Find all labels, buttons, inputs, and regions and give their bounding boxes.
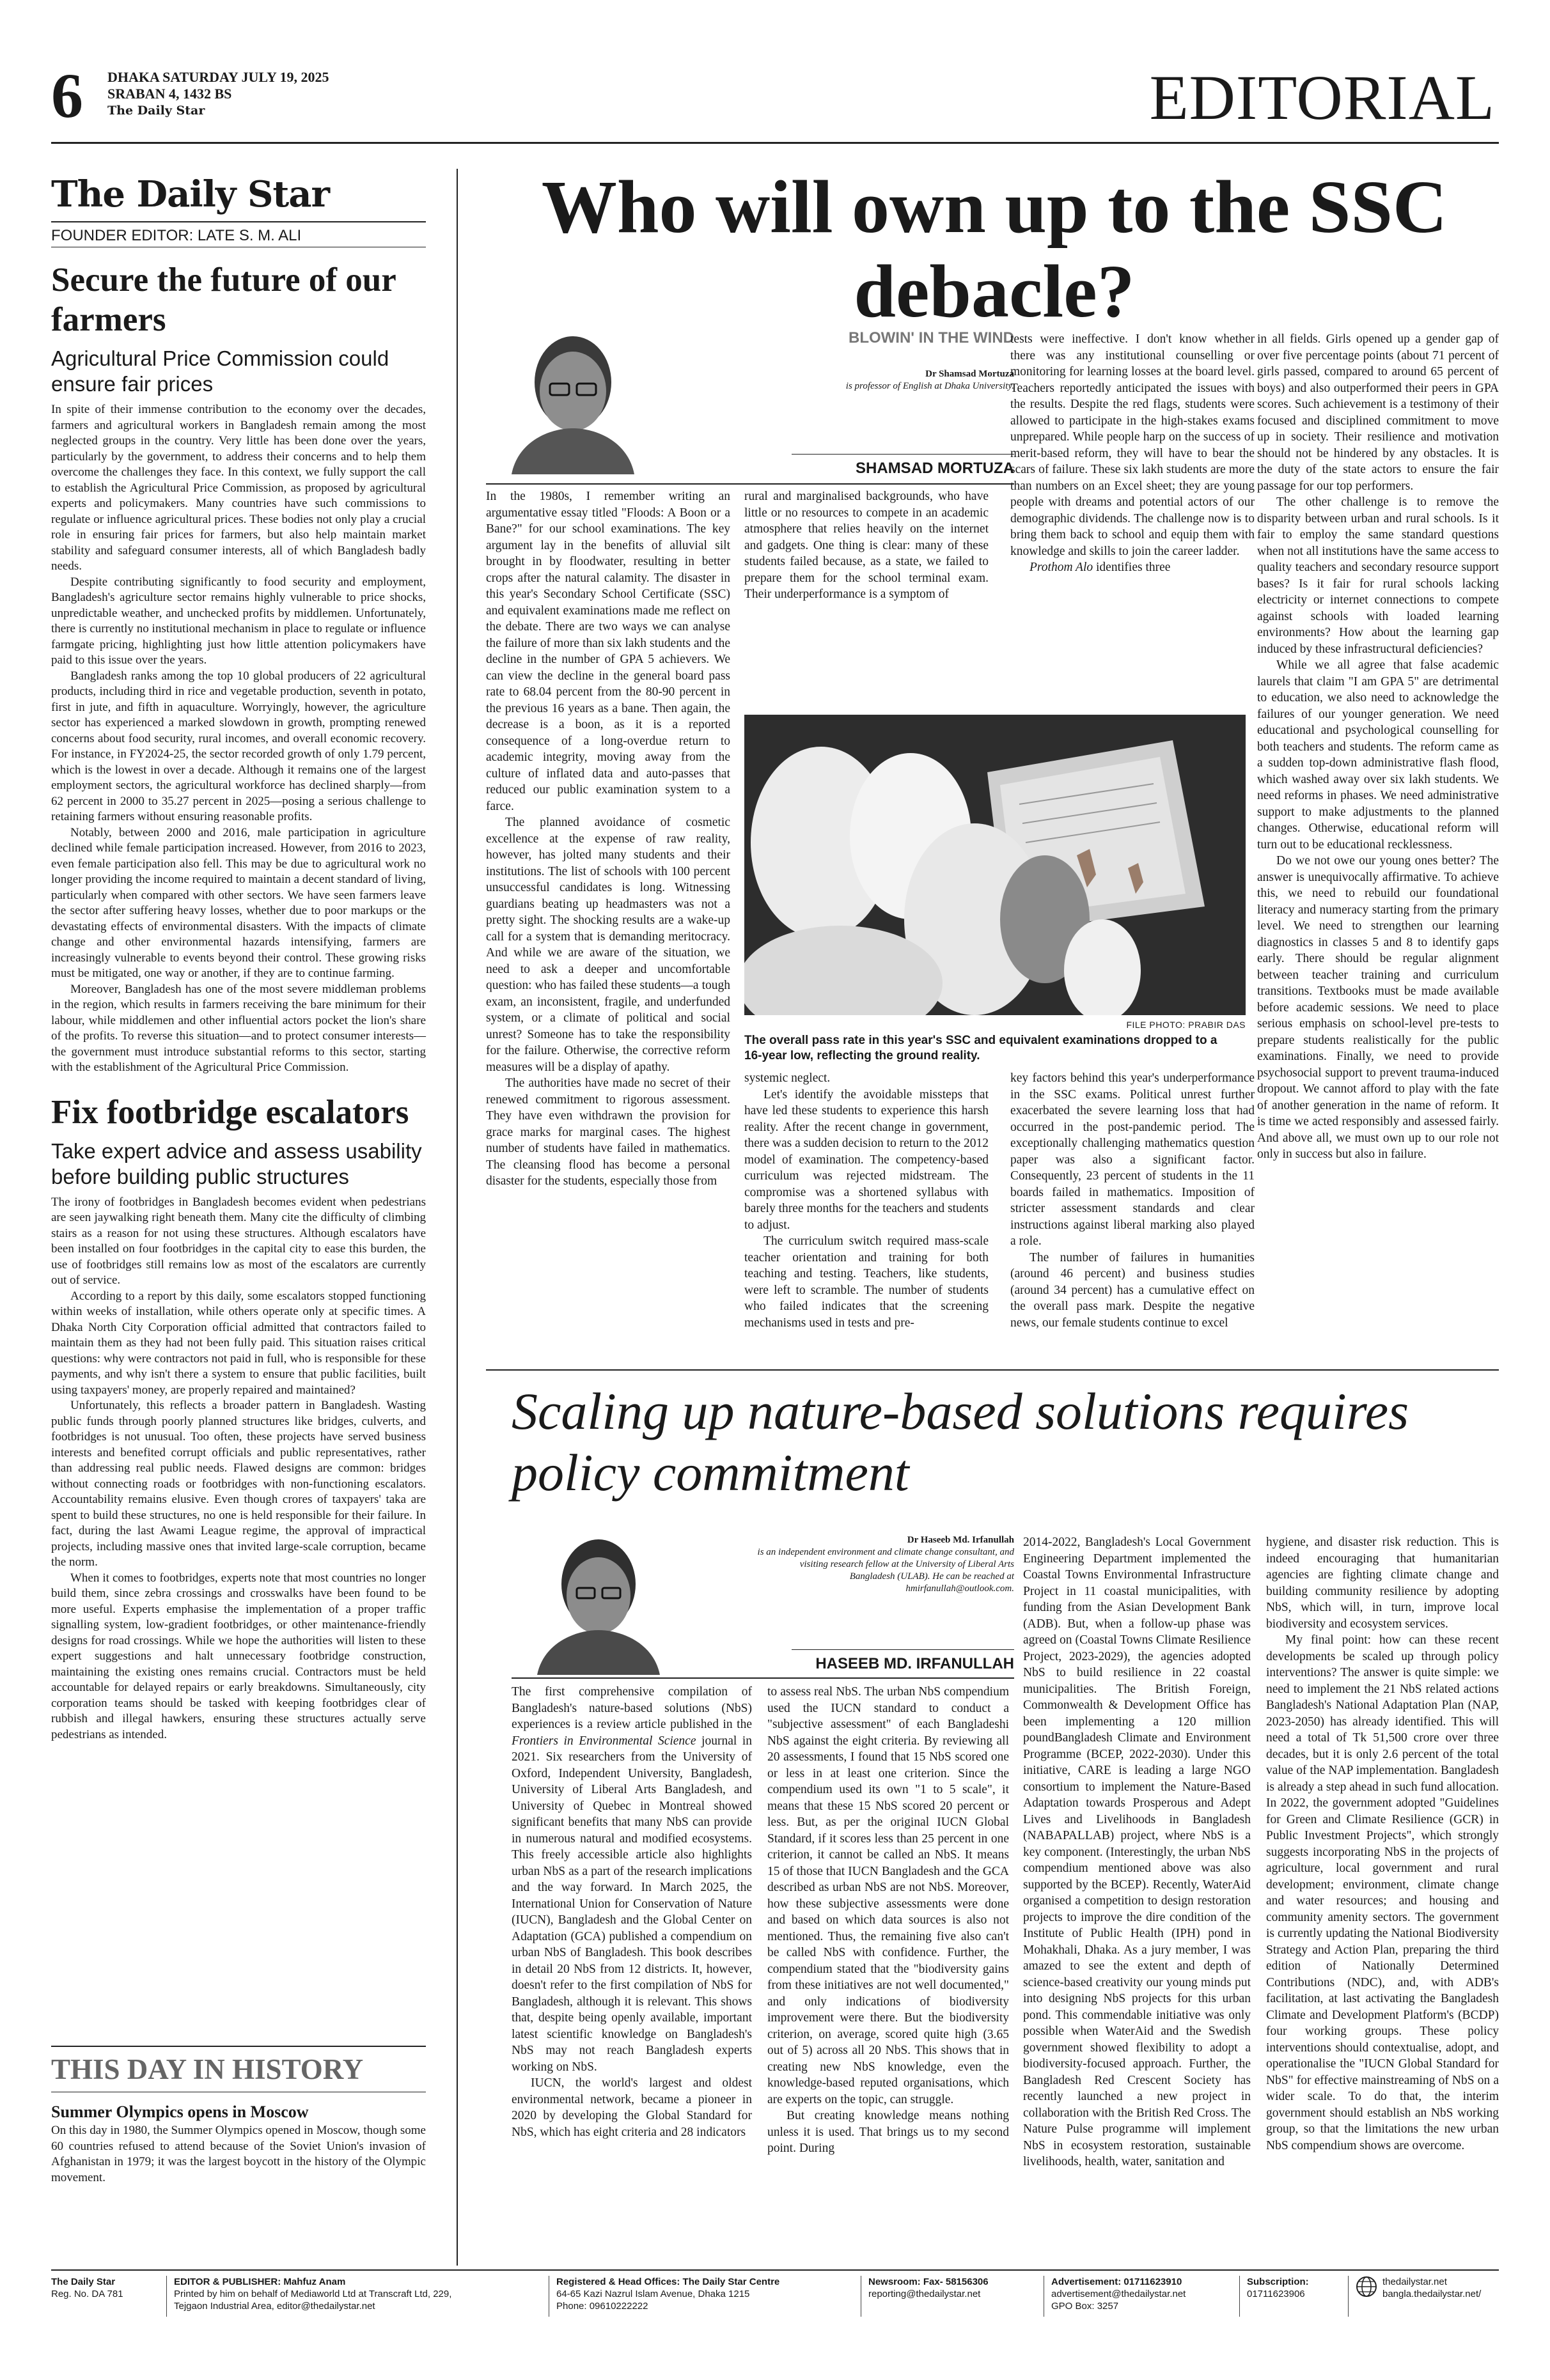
byline-1: SHAMSAD MORTUZA (856, 460, 1014, 477)
paragraph: While we all agree that false academic laurels that claim "I am GPA 5" are detrimental to education, we also need to acknowledge the failures of our younger generation. We need educational and psychological counselling for both teachers and students. The reform came as a sudden top-down administrative flash flood, which washed away over six lakh students. We need reforms in phases. We need administrative support to make adjustments to the planned changes. Otherwise, educational reform will turn out to be educational recklessness. (1257, 658, 1499, 852)
paragraph: The number of failures in humanities (around 46 percent) and business studies (around 34 percent) has a cumulative effect on the overall pass mark. Despite the negative news, our female students continue to excel (1010, 1250, 1255, 1330)
bangla-date: SRABAN 4, 1432 BS (107, 86, 232, 102)
paragraph: systemic neglect. (744, 1071, 831, 1085)
paragraph: The curriculum switch required mass-scale teacher orientation and training for both teaching and testing. Teachers, like students, were left to scramble. The number of students who failed indicates that the screening mechanisms used in tests and pre- (744, 1234, 989, 1330)
footer-line: reporting@thedailystar.net (868, 2289, 981, 2299)
editorial-1-title: Secure the future of our farmers (51, 261, 396, 338)
author-2-photo (512, 1534, 787, 1675)
paragraph: Moreover, Bangladesh has one of the most severe middleman problems in the region, which results in farmers receiving the bare minimum for their labour, while middlemen and other influential actors pocket the lion's share of the profits. To reverse this situation—and to protect consumer interests—the government must introduce substantial reforms to this sector, starting with the establishment of the Agricultural Price Commission. (51, 982, 426, 1074)
article-1-headline: Who will own up to the SSC debacle? (541, 165, 1448, 333)
founder-editor: FOUNDER EDITOR: LATE S. M. ALI (51, 227, 302, 244)
author-2-bio-text: is an independent environment and climate change consultant, and visiting research fellow at the University of Liberal Arts Bangladesh (ULAB). He can be reached at hmirfanullah@outlook.com. (757, 1547, 1014, 1594)
history-title: Summer Olympics opens in Moscow (51, 2103, 309, 2121)
footer-line: Printed by him on behalf of Mediaworld Ltd at Transcraft Ltd, 229, (174, 2289, 452, 2299)
paragraph: Unfortunately, this reflects a broader pattern in Bangladesh. Wasting public funds through poorly planned structures like bridges, culverts, and footbridges is not unusual. Too often, these projects have served business interests and benefited corrupt officials and public representatives, rather than addressing real public needs. Flawed designs are common: bridges without connecting roads or footbridges with non-functioning escalators. Accountability remains elusive. Even though crores of taxpayers' taka are spent to build these structures, no one is held responsible for their failure. In fact, during the last Awami League regime, the approval of impractical projects, including massive ones that invited large-scale corruption, became the norm. (51, 1399, 426, 1569)
paragraph: In the 1980s, I remember writing an argumentative essay titled "Floods: A Boon or a Bane?" for our school examinations. The key argument lay in the benefits of alluvial silt brought in by floodwater, resulting in better crops after the natural calamity. The disaster in this year's Secondary School Certificate (SSC) and equivalent examinations made me reflect on the debate. There are two ways we can analyse the failure of more than six lakh students and the decline in the number of GPA 5 achievers. We can view the decline in the general board pass rate to 68.04 percent from the 80-90 percent in the previous 16 years as a bane. Then again, the decrease is a boon, as it is a reported consequence of a long-overdue return to academic integrity, moving away from the culture of inflated data and auto-passes that reduced our public examination system to a farce. (486, 490, 730, 813)
footer-line: 01711623906 (1247, 2289, 1305, 2299)
paragraph: tests were ineffective. I don't know whether there was any institutional counselling or monitoring for learning losses at the board level. Teachers reportedly anticipated the issues with the results. Despite the red flags, students were allowed to participate in the high-stakes exams unprepared. While people harp on the success of merit-based reform, they will have to bear the scars of failure. These six lakh students are more than numbers on an Excel sheet; they are young people with dreams and potential actors of our demographic dividends. The challenge now is to bring them back to school and equip them with knowledge and skills to join the career ladder. (1010, 332, 1255, 558)
paragraph: But creating knowledge means nothing unless it is used. That brings us to my second point. During (767, 2109, 1009, 2155)
author-2-bio-name: Dr Haseeb Md. Irfanullah (907, 1535, 1014, 1545)
paragraph: hygiene, and disaster risk reduction. This is indeed encouraging that humanitarian agencies are fighting climate change and building community resilience by adopting NbS, which will, in turn, improve local biodiversity and ecosystem services. (1266, 1536, 1499, 1631)
history-heading: THIS DAY IN HISTORY (51, 2053, 364, 2085)
paragraph: rural and marginalised backgrounds, who have little or no resources to compete in an academic atmosphere that relies heavily on the internet and gadgets. One thing is clear: many of these students failed because, as a state, we failed to prepare them for the school terminal exam. Their underperformance is a symptom of (744, 490, 989, 601)
author-photo (486, 332, 792, 474)
website-link[interactable]: bangla.thedailystar.net/ (1382, 2289, 1482, 2299)
paragraph: According to a report by this daily, some escalators stopped functioning within weeks of installation, while others operate only at specific times. A Dhaka North City Corporation official admitted that contractors failed to maintain them as they had not been fully paid. This situation raises critical questions: why were contractors not paid in full, who is responsible for these payments, and why isn't there a system to ensure that public facilities, built using taxpayers' money, are properly repaired and maintained? (51, 1289, 426, 1397)
author-1-bio (792, 368, 1014, 393)
page-number: 6 (51, 60, 83, 131)
text: journal in 2021. Six researchers from the University of Oxford, Independent University, Bangladesh, University of Liberal Arts Bangladesh, and University of Quebec in Montreal showed significant benefits that many NbS can provide in numerous natural and modified ecosystems. This freely accessible article also highlights urban NbS as a part of the research implications and the way forward. In March 2025, the International Union for Conservation of Nature (IUCN), Bangladesh and the Global Center on Adaptation (GCA) published a compendium on urban NbS of Bangladesh. This book describes in detail 20 NbS from 12 districts. It, however, doesn't refer to the first compilation of NbS for Bangladesh, although it is relevant. This shows that, despite being openly available, important latest scientific knowledge on Bangladesh's NbS may not reach Bangladesh experts working on NbS. (512, 1734, 752, 2074)
author-1-bio-name: Dr Shamsad Mortuza (925, 369, 1014, 379)
article-1-col-2 (744, 488, 989, 603)
footer-block-5 (1051, 2276, 1243, 2312)
date-line (107, 69, 329, 119)
column-label: BLOWIN' IN THE WIND (848, 329, 1014, 346)
footer-line: 64-65 Kazi Nazrul Islam Avenue, Dhaka 1215 (556, 2289, 750, 2299)
small-logo: The Daily Star (107, 104, 205, 118)
footer-block-1 (51, 2276, 160, 2300)
footer (51, 2276, 1499, 2327)
section-title: EDITORIAL (1149, 62, 1495, 133)
paragraph: In spite of their immense contribution to the economy over the decades, farmers and agricultural workers in Bangladesh remain among the most neglected groups in the country. Very little has been done over the years, particularly by the government, to address their concerns and to help them overcome the challenges they face. In this context, we fully support the call to establish the Agricultural Price Commission, as proposed by agricultural experts and policymakers. Many countries have such commissions to regulate or influence agricultural prices. These bodies not only play a crucial role in ensuring fair prices for farmers, but also help maintain market stability and safeguard consumer interests, all of which Bangladesh badly needs. (51, 403, 426, 573)
author-1-bio-text: is professor of English at Dhaka University. (845, 381, 1014, 391)
this-day-in-history (51, 2046, 426, 2186)
photo-credit: FILE PHOTO: PRABIR DAS (1126, 1020, 1246, 1030)
article-1-col-3 (1010, 331, 1255, 576)
footer-title: Registered & Head Offices: The Daily Star Centre (556, 2276, 780, 2287)
footer-line: advertisement@thedailystar.net (1051, 2289, 1186, 2299)
footer-block-3 (556, 2276, 857, 2312)
paragraph: The planned avoidance of cosmetic excellence at the expense of raw reality, however, has jolted many students and their institutions. The list of schools with 100 percent unsuccessful candidates is long. Witnessing guardians beating up headmasters was not a pretty sight. The shocking results are a wake-up call for a system that is demanding meritocracy. And while we are aware of the situation, we need to ask a deeper and uncomfortable question: who has failed these students—a tough exam, an inconsistent, fragile, and underfunded system, or a climate of political and social unrest? Someone has to take the responsibility for the failure. Otherwise, the corrective reform measures will be a display of apathy. (486, 816, 730, 1074)
newspaper-name: Prothom Alo (1029, 561, 1093, 574)
footer-title: EDITOR & PUBLISHER: Mahfuz Anam (174, 2276, 346, 2287)
editorial-1-body (51, 402, 426, 1076)
article-2-headline: Scaling up nature-based solutions requires policy commitment (512, 1382, 1409, 1502)
footer-block-7 (1356, 2276, 1499, 2300)
footer-line: Phone: 09610222222 (556, 2301, 648, 2312)
editorial-1-subtitle: Agricultural Price Commission could ensure fair prices (51, 346, 389, 396)
footer-block-4 (868, 2276, 1041, 2300)
footer-title: Advertisement: 01711623910 (1051, 2276, 1182, 2287)
article-1-col-4 (1257, 331, 1499, 1163)
newspaper-logo: The Daily Star (51, 173, 330, 215)
history-body: On this day in 1980, the Summer Olympics opened in Moscow, though some 60 countries refused to attend because of the Soviet Union's invasion of Afghanistan in 1979; it was the largest boycott in the history of the Olympic movement. (51, 2124, 426, 2184)
footer-title: Newsroom: Fax- 58156306 (868, 2276, 989, 2287)
paragraph: Bangladesh ranks among the top 10 global producers of 22 agricultural products, including third in rice and vegetable production, seventh in potato, first in jute, and fifth in aquaculture. Worryingly, however, the agriculture sector has experienced a marked slowdown in growth, prompting renewed concerns about food security, rural incomes, and overall economic recovery. For instance, in FY2024-25, the sector recorded growth of only 1.79 percent, which is the lowest in over a decade. Although it remains one of the largest employment sectors, the agricultural workforce has declined sharply—from 62 percent in 2000 to 35.27 percent in 2025—posing a serious challenge to retaining farmers without ensuring reasonable profits. (51, 669, 426, 823)
article-1-col-3-lower (1010, 1070, 1255, 1331)
article-1-photo (744, 715, 1246, 1015)
paragraph (512, 1684, 752, 2075)
photo-caption: The overall pass rate in this year's SSC and equivalent examinations dropped to a 16-year low, reflecting the ground reality. (744, 1034, 1217, 1062)
article-2-col-3 (1023, 1534, 1251, 2170)
paragraph: 2014-2022, Bangladesh's Local Government Engineering Department implemented the Coastal Towns Environmental Infrastructure Project in 11 coastal municipalities, with funding from the Asian Development Bank (ADB). But, when a follow-up phase was agreed on (Coastal Towns Climate Resilience Project, 2023-2029), the agencies adopted NbS to build resilience in 22 coastal municipalities. The British Foreign, Commonwealth & Development Office has been implementing a 120 million poundBangladesh Climate and Environment Programme (BCEP, 2022-2030). Under this initiative, CARE is leading a large NGO consortium to implement the Nature-Based Adaptation towards Prosperous and Adept Lives and Livelihoods in Bangladesh (NABAPALLAB) project, where NbS is a key component. (Interestingly, the urban NbS compendium mentioned above was also supported by the BCEP). Recently, WaterAid organised a competition to design restoration projects to improve the dire condition of the Institute of Public Health (IPH) pond in Mohakhali, Dhaka. As a jury member, I was amazed to see the extent and depth of science-based creativity our young minds put into designing NbS projects for this urban pond. This commendable initiative was only possible when WaterAid and the Swedish government showed flexibility to adopt a biodiversity-focused approach. Further, the Bangladesh Red Crescent Society has recently launched a new project in collaboration with the British Red Cross. The Nature Pulse programme will implement NbS in ecosystem restoration, sustainable livelihoods, health, water, sanitation and (1023, 1536, 1251, 2168)
article-1-col-1 (486, 488, 730, 1190)
journal-name: Frontiers in Environmental Science (512, 1734, 696, 1748)
footer-line: Reg. No. DA 781 (51, 2289, 123, 2299)
paragraph: Do we not owe our young ones better? The answer is unequivocally affirmative. To achieve this, we need to rebuild our foundational literacy and numeracy starting from the primary level. We need to strengthen our learning diagnostics in classes 5 and 8 to identify gaps early. There should be regular alignment between teacher training and curriculum transitions. Textbooks must be made available before academic sessions. We need to place serious emphasis on school-level pre-tests to prepare students realistically for the public examinations. Finally, we need to provide psychosocial support to prevent trauma-induced dropout. We cannot afford to play with the fate of another generation in the name of reform. It is time we acted responsibly and assessed fairly. And above all, we must own up to our role not only in success but also in failure. (1257, 854, 1499, 1161)
editorial-2-title: Fix footbridge escalators (51, 1093, 409, 1131)
paragraph (1010, 559, 1255, 576)
text: The first comprehensive compilation of Bangladesh's nature-based solutions (NbS) experiences is a review article published in the (512, 1685, 752, 1731)
editorial-2-subtitle: Take expert advice and assess usability before building public structures (51, 1139, 422, 1188)
paragraph: Despite contributing significantly to food security and employment, Bangladesh's agriculture sector remains highly vulnerable to price shocks, unpredictable weather, and unchecked profits by middlemen. Unfortunately, there is currently no institutional mechanism in place to regulate or influence farmgate pricing, highlighting just how little attention policymakers have paid to this issue over the years. (51, 575, 426, 667)
byline-2: HASEEB MD. IRFANULLAH (815, 1655, 1014, 1672)
paragraph: key factors behind this year's underperformance in the SSC exams. Political unrest further exacerbated the severe learning loss that had occurred in the post-pandemic period. The exceptionally challenging mathematics question paper was also a significant factor. Consequently, 23 percent of students in the 11 boards failed in mathematics. Imposition of stricter assessment standards and clear instructions against liberal marking also played a role. (1010, 1071, 1255, 1248)
footer-title: Subscription: (1247, 2276, 1309, 2287)
footer-line: Tejgaon Industrial Area, editor@thedailystar.net (174, 2301, 375, 2312)
article-2-col-1 (512, 1684, 752, 2140)
paragraph: Notably, between 2000 and 2016, male participation in agriculture declined while female participation increased. However, from 2016 to 2023, even female participation also fell. This may be due to agricultural work no longer providing the income required to maintain a decent standard of living, particularly when compared with other sectors. We have seen farmers leave the sector after suffering heavy losses, whether due to poor markups or the devastating effects of environmental disasters. With the impacts of climate change and other environmental hazards intensifying, farmers are increasingly vulnerable to events beyond their control. These growing risks must be mitigated, one way or another, if they are to continue farming. (51, 825, 426, 980)
paragraph: to assess real NbS. The urban NbS compendium used the IUCN standard to conduct a "subjective assessment" of each Bangladeshi NbS against the eight criteria. By reviewing all 20 assessments, I found that 15 NbS scored one or less in at least one criterion. Since the compendium used its own "1 to 5 scale", it means that these 15 NbS scored 20 percent or less. But, as per the original IUCN Global Standard, if it scores less than 25 percent in one criterion, it cannot be called an NbS. It means 15 of those that IUCN Bangladesh and the GCA described as urban NbS are not NbS. Moreover, how these subjective assessments were done and based on which data sources is also not mentioned. Thus, the remaining five also can't be called NbS with confidence. Further, the compendium stated that the "biodiversity gains from these initiatives are not well documented," and only indications of biodiversity improvement were there. But the biodiversity criterion, on average, scored quite high (3.65 out of 5) across all 20 NbS. This shows that in creating new NbS knowledge, even the knowledge-based reputed organisations, which are experts on the topic, can struggle. (767, 1685, 1009, 2106)
paragraph: in all fields. Girls opened up a gender gap of over five percentage points (about 71 percent of girls passed, compared to around 65 percent of boys) and also outperformed their peers in GPA scores. Such achievement is a testimony of their focused and disciplined commitment to move up in society. Their resilience and motivation should not be hindered by any obstacles. It is the duty of the state actors to ensure the fair passage for our top performers. (1257, 332, 1499, 493)
article-1-col-2-lower (744, 1070, 989, 1331)
footer-line: GPO Box: 3257 (1051, 2301, 1119, 2312)
globe-icon (1356, 2276, 1377, 2298)
paragraph: The authorities have made no secret of their renewed commitment to rigorous assessment. They have even withdrawn the provision for grace marks for marginal cases. The highest number of students have failed in mathematics. The cleansing flood has become a personal disaster for the students, especially those from (486, 1077, 730, 1188)
paragraph-tail: identifies three (1093, 561, 1171, 574)
article-2-col-2 (767, 1684, 1009, 2157)
paragraph: IUCN, the world's largest and oldest environmental network, became a pioneer in 2020 by developing the Global Standard for NbS, which has eight criteria and 28 indicators (512, 2076, 752, 2139)
footer-title: The Daily Star (51, 2276, 116, 2287)
website-link[interactable]: thedailystar.net (1382, 2276, 1447, 2287)
paragraph: The other challenge is to remove the disparity between urban and rural schools. Is it fair to employ the same standard questions when not all institutions have the same access to quality teachers and secondary resource support bases? Is it fair for rural schools lacking electricity or internet connections to compete against schools with loaded learning environments? How about the learning gap induced by these infrastructural deficiencies? (1257, 495, 1499, 656)
footer-block-2 (174, 2276, 558, 2312)
paragraph: My final point: how can these recent developments be scaled up through policy interventions? The answer is quite simple: we need to implement the 21 NbS related actions Bangladesh's National Adaptation Plan (NAP, 2023-2050) has already identified. This will need a total of Tk 51,500 crore over three decades, but it is only 2.6 percent of the total value of the NAP implementation. Bangladesh is already a step ahead in such fund allocation. In 2022, the government adopted "Guidelines for Green and Climate Resilience (GCR) in Public Investment Projects", which strongly suggests incorporating NbS in the projects of agriculture, local government and rural development; environment, climate change and water resources; and housing and community amenity sectors. The government is currently updating the National Biodiversity Strategy and Action Plan, preparing the third edition of Nationally Determined Contributions (NDC), and, with ADB's facilitation, at last activating the Bangladesh Climate and Development Platform's (BCDP) four working groups. These policy interventions should contextualise, adopt, and operationalise the "IUCN Global Standard for NbS" for effective mainstreaming of NbS on a wider scale. To do that, the interim government should establish an NbS working group, so that the limitations the new urban NbS compendium shows are overcome. (1266, 1633, 1499, 2152)
paragraph: Let's identify the avoidable missteps that have led these students to experience this harsh reality. After the recent change in government, there was a sudden decision to return to the 2012 model of examination. The competency-based curriculum was rejected midstream. The compromise was a shortened syllabus with barely three months for the teachers and students to adjust. (744, 1087, 989, 1232)
issue-date: DHAKA SATURDAY JULY 19, 2025 (107, 69, 329, 85)
editorial-2-body (51, 1195, 426, 1743)
paragraph: When it comes to footbridges, experts note that most countries no longer build them, since zebra crossings and crosswalks have been found to be more useful. Experts emphasise the implementation of a proper traffic signalling system, low-gradient footbridges, or other maintenance-friendly designs for road crossings. While we hope the authorities will listen to these expert suggestions and halt unnecessary footbridge construction, maintaining the existing ones remains crucial. Contractors must be held accountable for delayed repairs or early breakdowns. Simultaneously, city corporation teams should be tasked with keeping footbridges clear of rubbish and illegal hawkers, ensuring these structures actually serve pedestrians as intended. (51, 1571, 426, 1741)
author-2-bio (755, 1534, 1014, 1595)
paragraph: The irony of footbridges in Bangladesh becomes evident when pedestrians are seen jaywalking right beneath them. Many cite the difficulty of climbing stairs as a reason for not using these structures. Although escalators have been installed on four footbridges in the capital city to ease this burden, the use of footbridges still remains low as most of the escalators are currently out of service. (51, 1195, 426, 1287)
article-2-col-4 (1266, 1534, 1499, 2154)
left-column (51, 171, 426, 1743)
